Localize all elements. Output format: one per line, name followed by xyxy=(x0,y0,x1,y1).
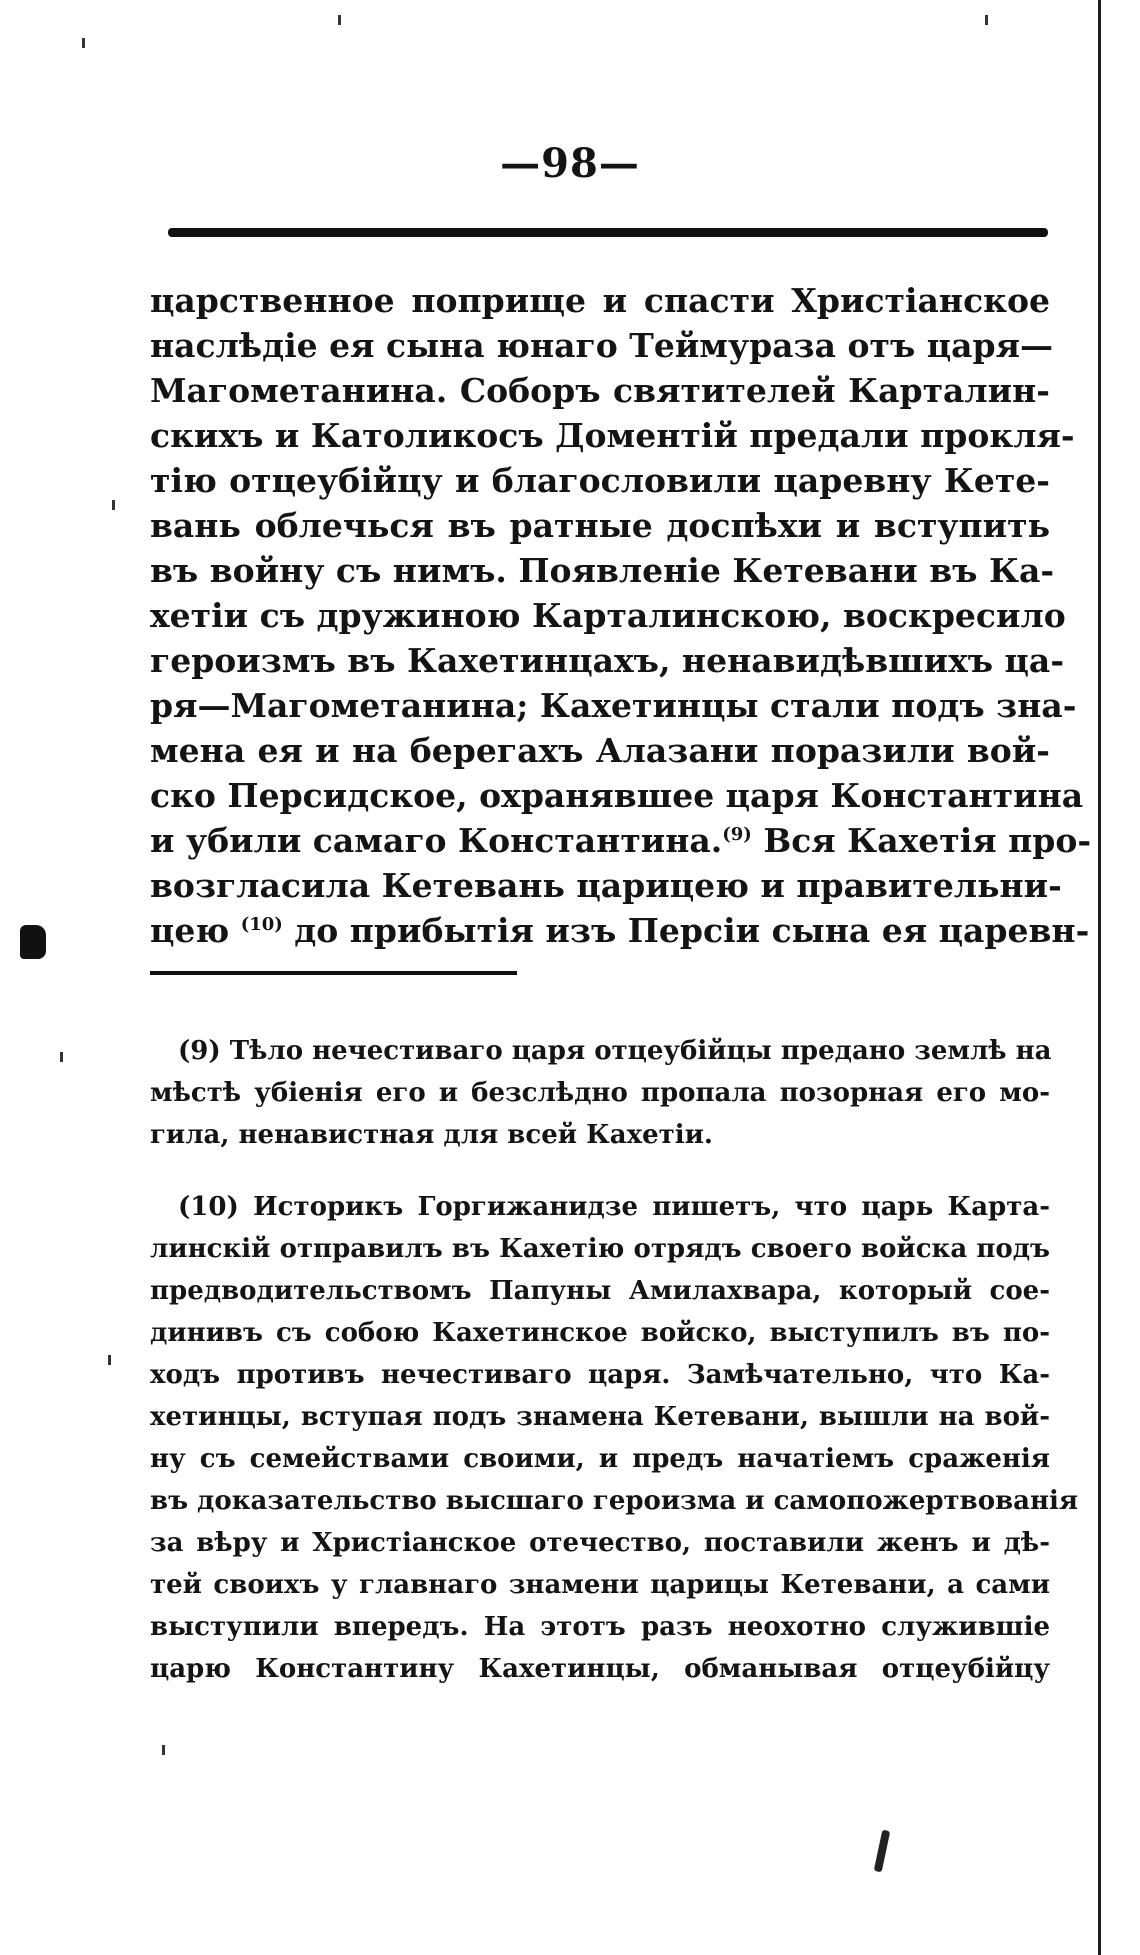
text-line: Магометанина. Соборъ святителей Карталин- xyxy=(150,371,1050,410)
page-number: —98— xyxy=(500,140,640,187)
footnote-line: линскій отправилъ въ Кахетію отрядъ своего войска подъ xyxy=(150,1234,1050,1264)
footnote-line: динивъ съ собою Кахетинское войско, выступилъ въ по- xyxy=(150,1318,1050,1348)
footnote-line: тей своихъ у главнаго знамени царицы Кетевани, а сами xyxy=(150,1570,1050,1600)
footnote-10 xyxy=(150,1186,1079,1690)
text-line: царственное поприще и спасти Христіанское xyxy=(150,281,1050,320)
ink-speck xyxy=(985,15,988,25)
footnote-line: ну съ семействами своими, и предъ начатіемъ сраженія xyxy=(150,1444,1050,1474)
footnote-line: ходъ противъ нечестиваго царя. Замѣчательно, что Ка- xyxy=(150,1360,1050,1390)
footnote-line: предводительствомъ Папуны Амилахвара, который сое- xyxy=(150,1276,1050,1306)
footnotes xyxy=(150,1030,1079,1690)
footnote-9 xyxy=(150,1030,1050,1156)
text-segment: цею xyxy=(150,911,241,950)
ink-speck xyxy=(162,1745,165,1755)
ink-mark xyxy=(874,1830,891,1873)
footnote-line: мѣстѣ убіенія его и безслѣдно пропала позорная его мо- xyxy=(150,1078,1050,1108)
footnote-separator xyxy=(150,971,517,975)
ink-blot xyxy=(20,925,46,959)
header-rule xyxy=(168,228,1048,237)
ink-speck xyxy=(82,38,85,48)
footnote-reference-9[interactable]: (9) xyxy=(722,824,752,845)
footnote-line: въ доказательство высшаго героизма и самопожертвованія xyxy=(150,1486,1079,1516)
text-line: мена ея и на берегахъ Алазани поразили вой- xyxy=(150,731,1050,770)
footnote-line: хетинцы, вступая подъ знамена Кетевани, вышли на вой- xyxy=(150,1402,1050,1432)
text-segment: и убили самаго Константина. xyxy=(150,821,723,860)
footnote-line: царю Константину Кахетинцы, обманывая отцеубійцу xyxy=(150,1654,1050,1684)
ink-speck xyxy=(108,1355,111,1365)
text-line: наслѣдіе ея сына юнаго Теймураза отъ царя— xyxy=(150,326,1053,365)
text-line: ря—Магометанина; Кахетинцы стали подъ зна- xyxy=(150,686,1077,725)
footnote-reference-10[interactable]: (10) xyxy=(240,914,283,935)
text-line-with-note-ref xyxy=(150,818,1092,863)
footnote-line: (10) Историкъ Горгижанидзе пишетъ, что царь Карта- xyxy=(178,1192,1050,1222)
footnote-line: гила, ненавистная для всей Кахетіи. xyxy=(150,1120,713,1150)
main-text xyxy=(150,278,1092,953)
text-line: возгласила Кетевань царицею и правительни- xyxy=(150,866,1062,905)
text-line: тію отцеубійцу и благословили царевну Кете- xyxy=(150,461,1050,500)
text-line: скихъ и Католикосъ Доментій предали прокля- xyxy=(150,416,1075,455)
footnote-line: (9) Тѣло нечестиваго царя отцеубійцы предано землѣ на xyxy=(178,1036,1052,1066)
ink-speck xyxy=(112,500,115,510)
ink-speck xyxy=(60,1052,63,1062)
footnote-line: выступили впередъ. На этотъ разъ неохотно служившіе xyxy=(150,1612,1050,1642)
text-segment: Вся Кахетія про- xyxy=(751,821,1092,860)
text-line-with-note-ref xyxy=(150,908,1090,953)
text-line: хетіи съ дружиною Карталинскою, воскресило xyxy=(150,596,1066,635)
ink-speck xyxy=(338,15,341,25)
text-line: героизмъ въ Кахетинцахъ, ненавидѣвшихъ ца- xyxy=(150,641,1065,680)
page-edge-line xyxy=(1098,0,1101,1955)
footnote-line: за вѣру и Христіанское отечество, поставили женъ и дѣ- xyxy=(150,1528,1050,1558)
text-line: въ войну съ нимъ. Появленіе Кетевани въ Ка- xyxy=(150,551,1055,590)
text-line: ско Персидское, охранявшее царя Константина xyxy=(150,776,1084,815)
text-line: вань облечься въ ратные доспѣхи и вступить xyxy=(150,506,1050,545)
footnote-spacer xyxy=(150,1156,1050,1186)
text-segment: до прибытія изъ Персіи сына ея царевн- xyxy=(282,911,1090,950)
